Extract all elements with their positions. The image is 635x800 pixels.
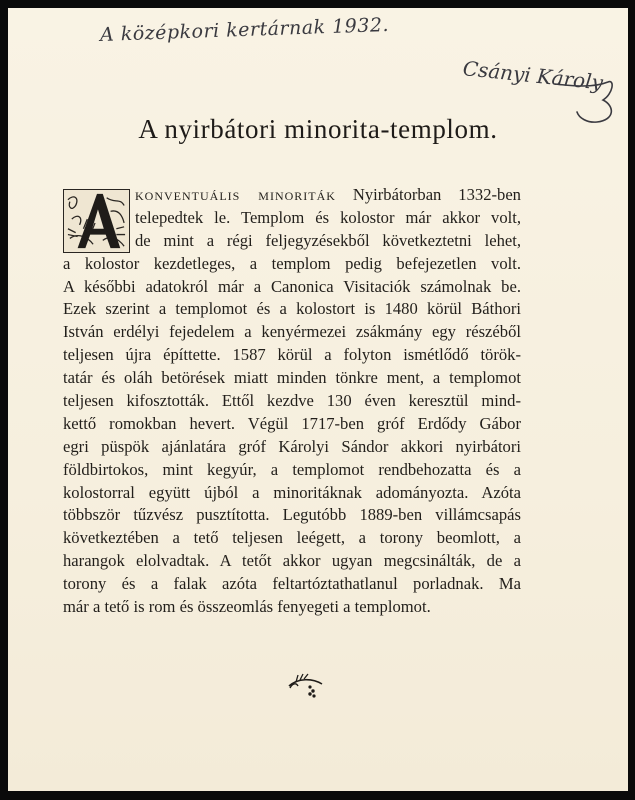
text-line-3: de mint a régi feljegyzésekből következtetni lehet, [135,230,521,250]
opening-smallcaps: konventuális minoriták [135,185,336,204]
text-line-7: István erdélyi fejedelem a kenyérmezei zsákmány egy részéből [63,322,521,342]
text-line-4: a kolostor kezdetleges, a templom pedig befejezetlen volt. [63,253,521,273]
text-line-5: A későbbi adatokról már a Canonica Visitaciók számolnak be. [63,276,521,296]
text-line-11: kettő romokban hevert. Végül 1717-ben gróf Erdődy Gábor [63,413,521,433]
text-line-2: telepedtek le. Templom és kolostor már akkor volt, [135,207,521,227]
text-line-10: teljesen kifosztották. Ettől kezdve 130 éven keresztül mind- [63,391,521,411]
floral-vignette-icon [286,668,326,700]
body-paragraph [63,184,521,619]
text-line-18: torony és a falak azóta feltartóztathatlanul porladnak. Ma [63,574,521,594]
text-line-12: egri püspök ajánlatára gróf Károlyi Sándor akkori nyirbátori [63,436,521,456]
document-page [8,8,628,791]
text-line-14: kolostorral együtt újból a minoritáknak adományozta. Azóta [63,482,521,502]
text-line-19: már a tető is rom és összeomlás fenyegeti a templomot. [63,597,431,617]
text-line-1-rest: Nyirbátorban 1332-ben [335,185,521,204]
handwritten-inscription: A középkori kertárnak 1932. [99,13,390,46]
text-line-8: teljesen újra építtette. 1587 körül a folyton ismétlődő török- [63,345,521,365]
handwritten-signature: Csányi Károly [461,56,605,95]
text-line-16: következtében a tető teljesen leégett, a torony beomlott, a [63,528,521,548]
text-line-1 [63,184,521,207]
text-line-13: földbirtokos, mint kegyúr, a templomot rendbehozatta és a [63,459,521,479]
page-title: A nyirbátori minorita-templom. [138,114,498,144]
text-line-9: tatár és oláh betörések miatt minden tönkre ment, a templomot [63,368,521,388]
text-line-15: többször tűzvész pusztította. Legutóbb 1889-ben villámcsapás [63,505,521,525]
text-line-17: harangok elolvadtak. A tetőt akkor ugyan megcsinálták, de a [63,551,521,571]
text-line-6: Ezek szerint a templomot és a kolostort is 1480 körül Báthori [63,299,521,319]
